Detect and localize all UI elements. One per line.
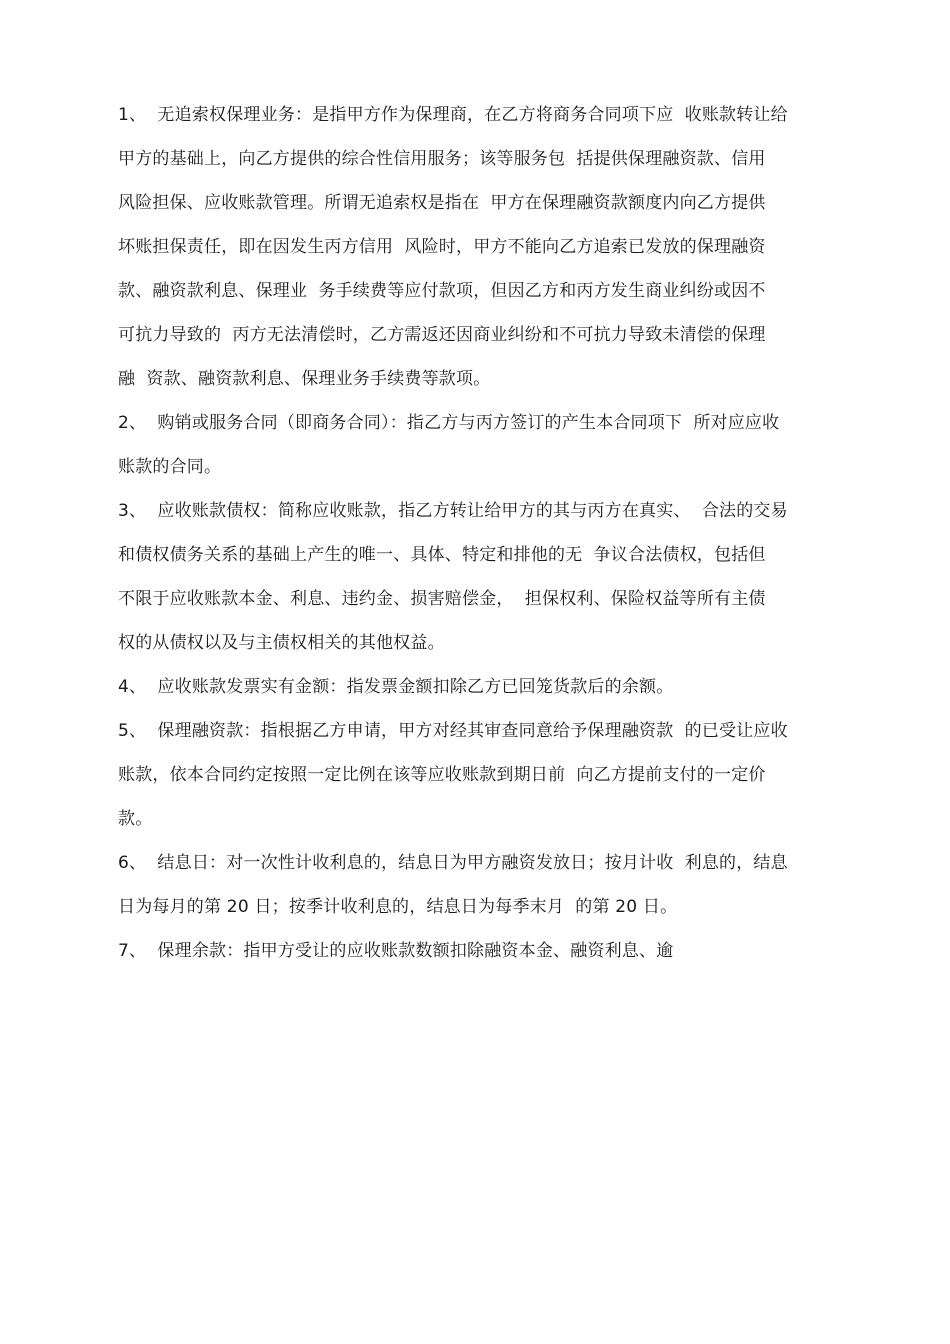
clause-2-line-2: 账款的合同。 — [118, 457, 222, 477]
clause-5-line-3: 款。 — [118, 809, 153, 829]
clause-1-line-4: 坏账担保责任，即在因发生丙方信用 风险时，甲方不能向乙方追索已发放的保理融资 — [118, 237, 766, 257]
clause-1-line-7: 融 资款、融资款利息、保理业务手续费等款项。 — [118, 369, 491, 389]
clause-6-line-2: 日为每月的第 20 日；按季计收利息的，结息日为每季末月 的第 20 日。 — [118, 897, 678, 917]
clause-6-line-1: 6、 结息日：对一次性计收利息的，结息日为甲方融资发放日；按月计收 利息的，结息 — [118, 853, 788, 873]
clause-3-line-4: 权的从债权以及与主债权相关的其他权益。 — [118, 633, 445, 653]
clause-1-line-2: 甲方的基础上，向乙方提供的综合性信用服务；该等服务包 括提供保理融资款、信用 — [118, 149, 766, 169]
clause-1-line-1: 1、 无追索权保理业务：是指甲方作为保理商，在乙方将商务合同项下应 收账款转让给 — [118, 105, 788, 125]
clause-1-line-5: 款、融资款利息、保理业 务手续费等应付款项，但因乙方和丙方发生商业纠纷或因不 — [118, 281, 766, 301]
clause-3-line-1: 3、 应收账款债权：简称应收账款，指乙方转让给甲方的其与丙方在真实、 合法的交易 — [118, 501, 788, 521]
clause-4-line-1: 4、 应收账款发票实有金额：指发票金额扣除乙方已回笼货款后的余额。 — [118, 677, 674, 697]
document-body — [118, 93, 852, 973]
clause-2-line-1: 2、 购销或服务合同（即商务合同）：指乙方与丙方签订的产生本合同项下 所对应应收 — [118, 413, 780, 433]
clause-5-line-2: 账款，依本合同约定按照一定比例在该等应收账款到期日前 向乙方提前支付的一定价 — [118, 765, 766, 785]
clause-7-line-1: 7、 保理余款：指甲方受让的应收账款数额扣除融资本金、融资利息、逾 — [118, 941, 674, 961]
clause-3-line-3: 不限于应收账款本金、利息、违约金、损害赔偿金， 担保权利、保险权益等所有主债 — [118, 589, 766, 609]
clause-3-line-2: 和债权债务关系的基础上产生的唯一、具体、特定和排他的无 争议合法债权，包括但 — [118, 545, 766, 565]
clause-1-line-6: 可抗力导致的 丙方无法清偿时，乙方需返还因商业纠纷和不可抗力导致未清偿的保理 — [118, 325, 766, 345]
clause-5-line-1: 5、 保理融资款：指根据乙方申请，甲方对经其审查同意给予保理融资款 的已受让应收 — [118, 721, 788, 741]
clause-1-line-3: 风险担保、应收账款管理。所谓无追索权是指在 甲方在保理融资款额度内向乙方提供 — [118, 193, 766, 213]
